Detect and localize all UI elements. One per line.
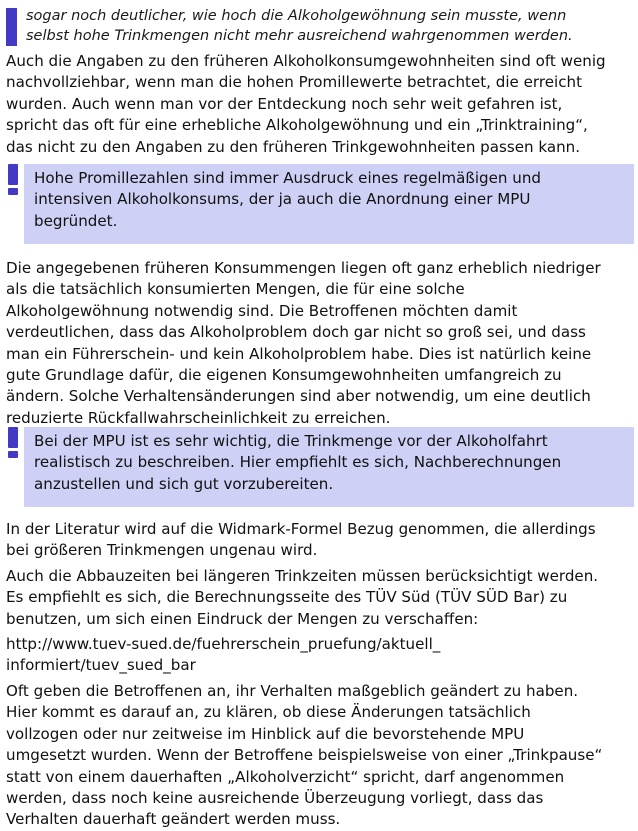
quote-line: selbst hohe Trinkmengen nicht mehr ausreichend wahrgenommen werden. [26,28,573,44]
exclamation-icon [6,164,20,194]
text-line: nachvollziehbar, wenn man die hohen Promillewerte betrachtet, die erreicht [6,73,582,92]
text-line: benutzen, um sich einen Eindruck der Mengen zu verschaffen: [6,609,479,628]
text-line: vollzogen oder nur zeitweise im Hinblick auf die bevorstehende MPU [6,724,525,743]
paragraph-widmark [6,519,634,562]
text-line: werden, dass noch keine ausreichende Überzeugung vorliegt, dass das [6,789,544,808]
paragraph-consumption [6,258,634,429]
text-line: Die angegebenen früheren Konsummengen liegen oft ganz erheblich niedriger [6,259,601,277]
continued-quote [6,6,632,46]
quote-line: sogar noch deutlicher, wie hoch die Alkoholgewöhnung sein musste, wenn [26,8,567,24]
paragraph-prior-habits [6,51,634,158]
url-line: http://www.tuev-sued.de/fuehrerschein_pruefung/aktuell_ [6,635,441,653]
note-line: begründet. [34,211,118,230]
text-line: bei größeren Trinkmengen ungenau wird. [6,541,318,560]
note-line: realistisch zu beschreiben. Hier empfiehlt es sich, Nachberechnungen [34,453,562,472]
text-line: In der Literatur wird auf die Widmark-Formel Bezug genommen, die allerdings [6,520,596,538]
quote-bar [6,8,17,46]
note-line: intensiven Alkoholkonsums, der ja auch die Anordnung einer MPU [34,190,531,209]
url-line: informiert/tuev_sued_bar [6,656,196,675]
text-line: als die tatsächlich konsumierten Mengen, die für eine solche [6,280,465,299]
text-line: Oft geben die Betroffenen an, ihr Verhalten maßgeblich geändert zu haben. [6,682,579,700]
quote-text [26,6,573,46]
paragraph-behavior-change [6,681,634,831]
text-line: gute Grundlage dafür, die eigenen Konsumgewohnheiten umfangreich zu [6,366,562,385]
text-line: Verhalten dauerhaft geändert werden muss. [6,810,341,829]
note-line: Bei der MPU ist es sehr wichtig, die Trinkmenge vor der Alkoholfahrt [34,432,548,450]
text-line: spricht das oft für eine erhebliche Alkoholgewöhnung und ein „Trinktraining“, [6,116,588,135]
text-line: reduzierte Rückfallwahrscheinlichkeit zu erreichen. [6,408,391,427]
text-line: das nicht zu den Angaben zu den früheren Trinkgewohnheiten passen kann. [6,137,581,156]
text-line: Auch die Angaben zu den früheren Alkoholkonsumgewohnheiten sind oft wenig [6,52,606,70]
note-line: anzustellen und sich gut vorzubereiten. [34,474,334,493]
text-line: Auch die Abbauzeiten bei längeren Trinkzeiten müssen berücksichtigt werden. [6,567,599,585]
text-line: verdeutlichen, dass das Alkoholproblem doch gar nicht so groß sei, und dass [6,323,586,342]
paragraph-abbauzeiten [6,566,634,630]
text-line: Hier kommt es darauf an, zu klären, ob diese Änderungen tatsächlich [6,703,531,722]
note-content [24,427,634,507]
text-line: wurden. Auch wenn man vor der Entdeckung noch sehr weit gefahren ist, [6,94,563,113]
note-content [24,164,634,244]
note-line: Hohe Promillezahlen sind immer Ausdruck eines regelmäßigen und [34,169,541,187]
exclamation-icon [6,427,20,457]
text-line: man ein Führerschein- und kein Alkoholproblem habe. Dies ist natürlich keine [6,344,592,363]
paragraph-url [6,634,634,677]
text-line: statt von einem dauerhaften „Alkoholverzicht“ spricht, darf angenommen [6,767,565,786]
text-line: umgesetzt wurden. Wenn der Betroffene beispielsweise von einer „Trinkpause“ [6,746,603,765]
text-line: Alkoholgewöhnung notwendig sind. Die Betroffenen möchten damit [6,301,518,320]
text-line: ändern. Solche Verhaltensänderungen sind aber notwendig, um eine deutlich [6,387,591,406]
text-line: Es empfiehlt es sich, die Berechnungsseite des TÜV Süd (TÜV SÜD Bar) zu [6,588,568,607]
